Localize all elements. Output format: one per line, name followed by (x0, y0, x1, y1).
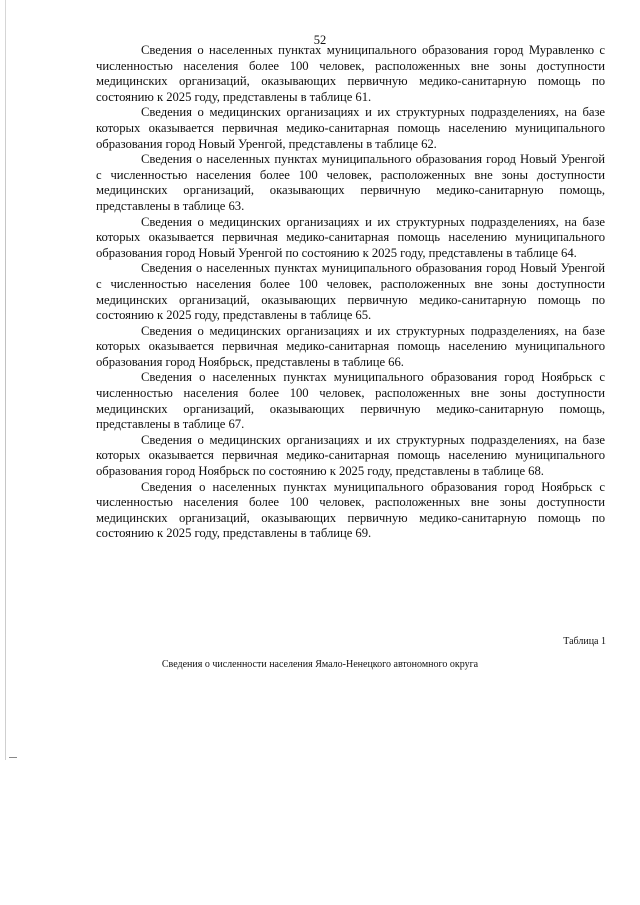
scan-edge-mark (9, 757, 17, 758)
table-title: Сведения о численности населения Ямало-Ненецкого автономного округа (161, 659, 479, 670)
paragraph: Сведения о медицинских организациях и их структурных подразделениях, на базе которых оказывается первичная медико-санитарная помощь населению муниципального образования город Ноябрьск по состоянию к 2025 году, представлены в таблице 68. (96, 432, 605, 479)
paragraph: Сведения о населенных пунктах муниципального образования город Ноябрьск с численностью населения более 100 человек, расположенных вне зоны доступности медицинских организаций, оказывающих первичную медико-санитарную помощь, представлены в таблице 67. (96, 370, 605, 432)
paragraph: Сведения о медицинских организациях и их структурных подразделениях, на базе которых оказывается первичная медико-санитарная помощь населению муниципального образования город Ноябрьск, представлены в таблице 66. (96, 323, 605, 369)
scan-edge-line (5, 0, 6, 760)
table-caption: Таблица 1 (563, 636, 606, 647)
paragraph: Сведения о населенных пунктах муниципального образования город Муравленко с численностью населения более 100 человек, расположенных вне зоны доступности медицинских организаций, оказывающих первичную медико-санитарную помощь по состоянию к 2025 году, представлены в таблице 61. (96, 43, 605, 104)
paragraph: Сведения о населенных пунктах муниципального образования город Новый Уренгой с численностью населения более 100 человек, расположенных вне зоны доступности медицинских организаций, оказывающих первичную медико-санитарную помощь по состоянию к 2025 году, представлены в таблице 65. (96, 261, 605, 323)
paragraph: Сведения о медицинских организациях и их структурных подразделениях, на базе которых оказывается первичная медико-санитарная помощь населению муниципального образования город Новый Уренгой по состоянию к 2025 году, представлены в таблице 64. (96, 214, 605, 260)
paragraph: Сведения о населенных пунктах муниципального образования город Новый Уренгой с численностью населения более 100 человек, расположенных вне зоны доступности медицинских организаций, оказывающих первичную медико-санитарную помощь, представлены в таблице 63. (96, 152, 605, 213)
paragraph: Сведения о медицинских организациях и их структурных подразделениях, на базе которых оказывается первичная медико-санитарная помощь населению муниципального образования город Новый Уренгой, представлены в таблице 62. (96, 105, 605, 151)
paragraph: Сведения о населенных пунктах муниципального образования город Ноябрьск с численностью населения более 100 человек, расположенных вне зоны доступности медицинских организаций, оказывающих первичную медико-санитарную помощь по состоянию к 2025 году, представлены в таблице 69. (96, 479, 605, 541)
body-text (96, 43, 605, 542)
page-number: 52 (313, 33, 327, 47)
